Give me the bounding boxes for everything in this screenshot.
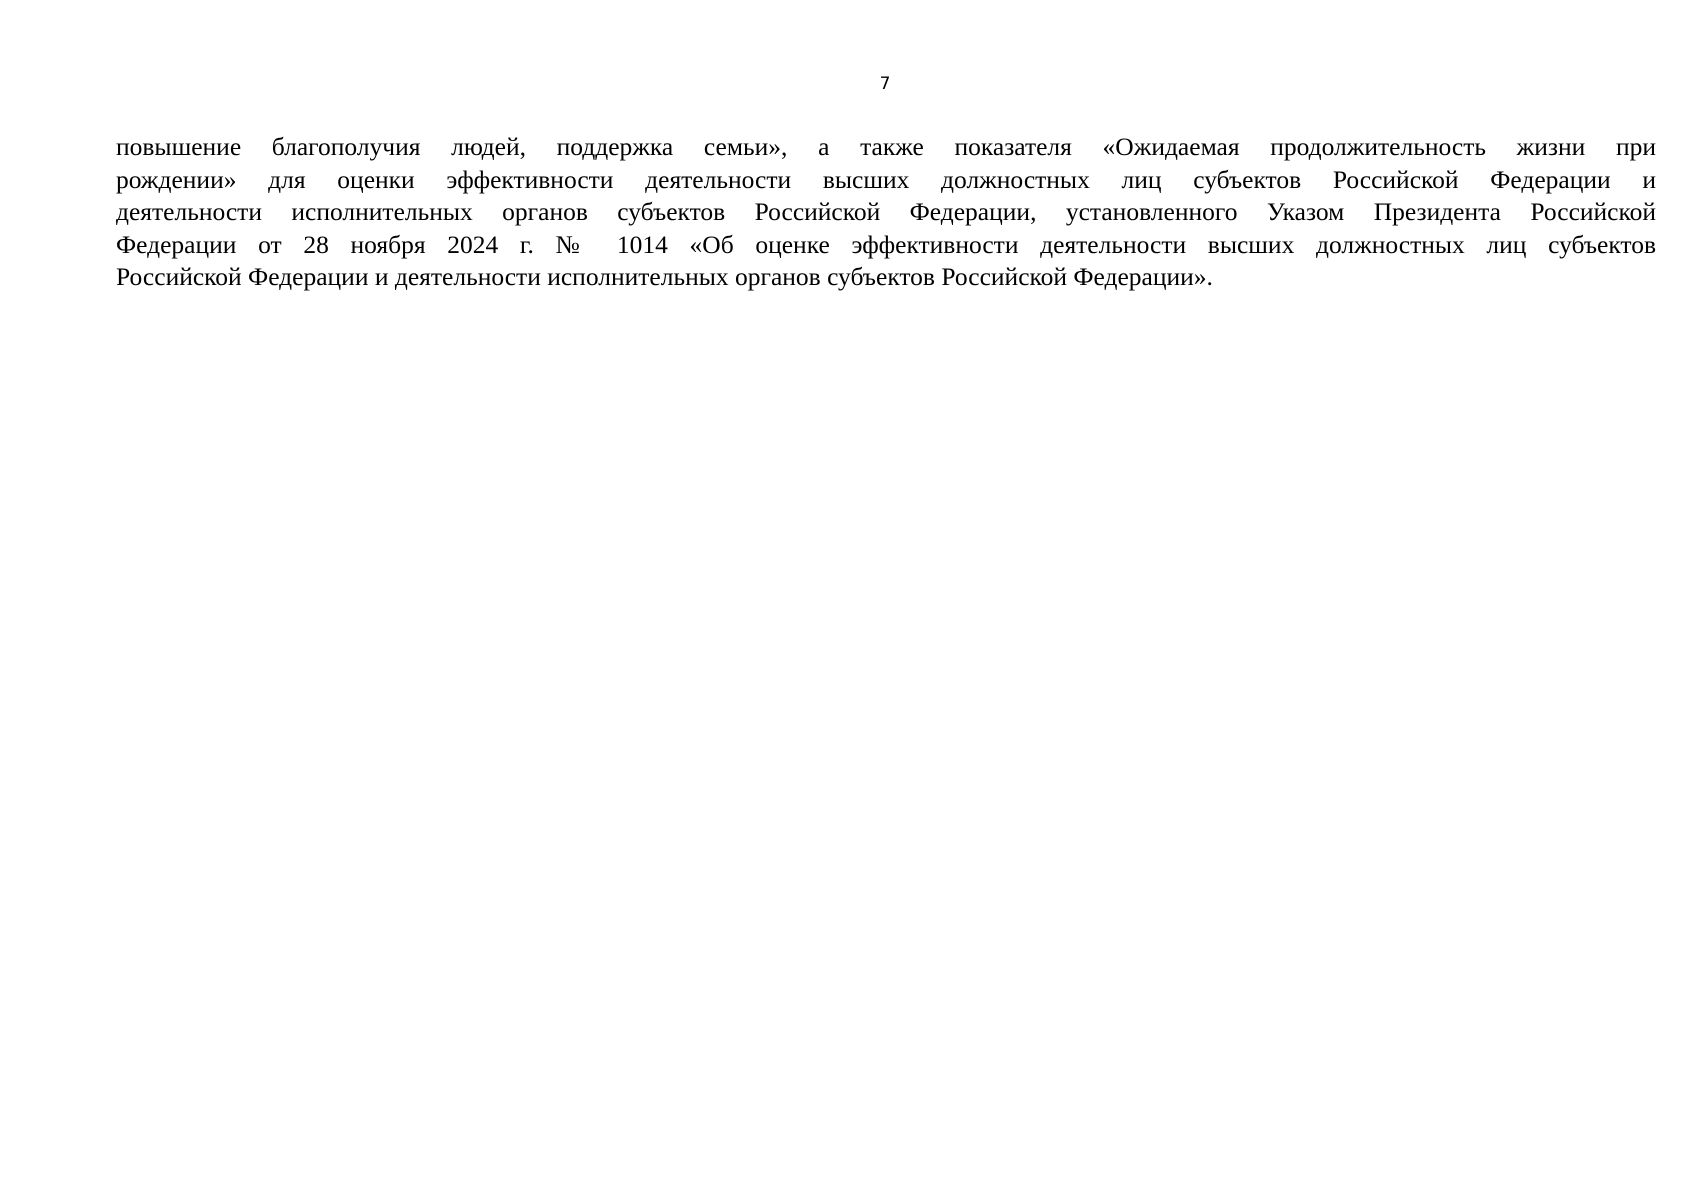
paragraph-line: Федерации от 28 ноября 2024 г. № 1014 «Об оценке эффективности деятельности высших должностных лиц субъектов <box>116 229 1656 259</box>
body-paragraph <box>116 131 1656 294</box>
paragraph-line: рождении» для оценки эффективности деятельности высших должностных лиц субъектов Российской Федерации и <box>116 164 1656 194</box>
page-number: 7 <box>879 74 891 94</box>
paragraph-line: Российской Федерации и деятельности исполнительных органов субъектов Российской Федерации». <box>116 262 1213 291</box>
paragraph-line: повышение благополучия людей, поддержка семьи», а также показателя «Ожидаемая продолжительность жизни при <box>116 132 1656 161</box>
paragraph-line: деятельности исполнительных органов субъектов Российской Федерации, установленного Указом Президента Российской <box>116 197 1656 226</box>
